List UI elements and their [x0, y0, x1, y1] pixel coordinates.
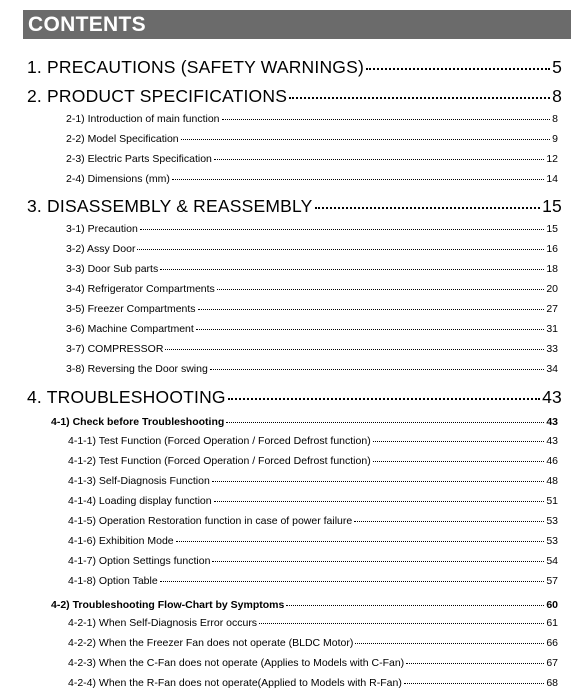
toc-label: 2-3) Electric Parts Specification	[66, 152, 212, 165]
toc-page-number: 43	[542, 386, 562, 407]
toc-label: 4-1) Check before Troubleshooting	[51, 415, 225, 428]
toc-page-number: 8	[552, 85, 562, 106]
toc-item-4-1-4[interactable]	[68, 493, 558, 507]
toc-page-number: 53	[546, 514, 558, 527]
toc-label: 3-4) Refrigerator Compartments	[66, 282, 215, 295]
toc-label: 4-1-1) Test Function (Forced Operation / Forced Defrost function)	[68, 434, 371, 447]
toc-label: 4-2-4) When the R-Fan does not operate(Applied to Models with R-Fan)	[68, 676, 402, 689]
dot-leader	[217, 281, 545, 292]
dot-leader	[406, 655, 544, 666]
toc-label: 1. PRECAUTIONS (SAFETY WARNINGS)	[27, 56, 364, 77]
toc-page-number: 43	[546, 415, 558, 428]
toc-page-number: 43	[546, 434, 558, 447]
toc-item-4-2-1[interactable]	[68, 615, 558, 629]
dot-leader	[289, 84, 550, 102]
dot-leader	[160, 261, 544, 272]
toc-label: 2. PRODUCT SPECIFICATIONS	[27, 85, 288, 106]
toc-item-3-6[interactable]	[66, 321, 558, 335]
page-title: CONTENTS	[28, 13, 146, 36]
toc-label: 4-1-3) Self-Diagnosis Function	[68, 474, 210, 487]
toc-page-number: 16	[546, 242, 558, 255]
contents-header	[23, 10, 571, 39]
toc-page-number: 48	[546, 474, 558, 487]
toc-page-number: 34	[546, 362, 558, 375]
toc-page-number: 18	[546, 262, 558, 275]
toc-section-2[interactable]	[27, 84, 562, 107]
toc-item-3-3[interactable]	[66, 261, 558, 275]
toc-label: 4-1-4) Loading display function	[68, 494, 212, 507]
toc-label: 2-2) Model Specification	[66, 132, 179, 145]
dot-leader	[196, 321, 545, 332]
toc-page-number: 8	[552, 112, 558, 125]
toc-item-3-1[interactable]	[66, 221, 558, 235]
toc-item-3-4[interactable]	[66, 281, 558, 295]
toc-subsection-4-1[interactable]	[51, 414, 558, 428]
toc-label: 2-1) Introduction of main function	[66, 112, 220, 125]
toc-label: 4-1-7) Option Settings function	[68, 554, 211, 567]
toc-item-4-1-5[interactable]	[68, 513, 558, 527]
toc-label: 4-2-2) When the Freezer Fan does not operate (BLDC Motor)	[68, 636, 354, 649]
dot-leader	[222, 111, 551, 122]
toc-item-4-1-2[interactable]	[68, 453, 558, 467]
toc-item-4-2-2[interactable]	[68, 635, 558, 649]
toc-label: 3-7) COMPRESSOR	[66, 342, 164, 355]
toc-label: 3-5) Freezer Compartments	[66, 302, 196, 315]
toc-page-number: 9	[552, 132, 558, 145]
dot-leader	[373, 433, 545, 444]
toc-page-number: 27	[546, 302, 558, 315]
toc-label: 3-6) Machine Compartment	[66, 322, 194, 335]
toc-label: 3-8) Reversing the Door swing	[66, 362, 208, 375]
dot-leader	[172, 171, 544, 182]
dot-leader	[181, 131, 551, 142]
dot-leader	[198, 301, 545, 312]
dot-leader	[373, 453, 545, 464]
dot-leader	[315, 194, 541, 212]
toc-item-3-2[interactable]	[66, 241, 558, 255]
dot-leader	[214, 151, 544, 162]
toc-label: 4-2) Troubleshooting Flow-Chart by Symptoms	[51, 598, 285, 611]
toc-page-number: 54	[546, 554, 558, 567]
dot-leader	[137, 241, 544, 252]
toc-label: 4-2-3) When the C-Fan does not operate (Applies to Models with C-Fan)	[68, 656, 405, 669]
toc-page-number: 51	[546, 494, 558, 507]
toc-label: 3-1) Precaution	[66, 222, 138, 235]
toc-item-4-1-1[interactable]	[68, 433, 558, 447]
toc-item-4-1-6[interactable]	[68, 533, 558, 547]
toc-page-number: 57	[546, 574, 558, 587]
dot-leader	[165, 341, 544, 352]
toc-page-number: 20	[546, 282, 558, 295]
toc-page-number: 33	[546, 342, 558, 355]
toc-item-3-7[interactable]	[66, 341, 558, 355]
dot-leader	[354, 513, 544, 524]
toc-item-3-8[interactable]	[66, 361, 558, 375]
toc-item-4-1-3[interactable]	[68, 473, 558, 487]
toc-page-number: 67	[546, 656, 558, 669]
dot-leader	[210, 361, 545, 372]
dot-leader	[355, 635, 544, 646]
toc-item-2-3[interactable]	[66, 151, 558, 165]
dot-leader	[366, 55, 550, 73]
toc-item-2-2[interactable]	[66, 131, 558, 145]
toc-label: 4-1-5) Operation Restoration function in case of power failure	[68, 514, 353, 527]
toc-page-number: 15	[542, 195, 562, 216]
toc-section-1[interactable]	[27, 55, 562, 78]
toc-page-number: 12	[546, 152, 558, 165]
toc-page-number: 15	[546, 222, 558, 235]
toc-label: 4-1-8) Option Table	[68, 574, 158, 587]
dot-leader	[212, 553, 544, 564]
toc-item-4-1-8[interactable]	[68, 573, 558, 587]
toc-page-number: 60	[546, 598, 558, 611]
toc-label: 4-1-2) Test Function (Forced Operation / Forced Defrost function)	[68, 454, 371, 467]
dot-leader	[404, 675, 544, 686]
dot-leader	[212, 473, 545, 484]
toc-item-4-1-7[interactable]	[68, 553, 558, 567]
toc-section-4[interactable]	[27, 385, 562, 408]
toc-label: 3-3) Door Sub parts	[66, 262, 159, 275]
toc-item-2-4[interactable]	[66, 171, 558, 185]
toc-item-4-2-4[interactable]	[68, 675, 558, 689]
toc-label: 2-4) Dimensions (mm)	[66, 172, 170, 185]
dot-leader	[176, 533, 545, 544]
toc-label: 4-2-1) When Self-Diagnosis Error occurs	[68, 616, 258, 629]
toc-page-number: 14	[546, 172, 558, 185]
dot-leader	[214, 493, 545, 504]
toc-label: 4-1-6) Exhibition Mode	[68, 534, 174, 547]
dot-leader	[226, 414, 544, 425]
toc-item-2-1[interactable]	[66, 111, 558, 125]
toc-page-number: 68	[546, 676, 558, 689]
toc-page-number: 66	[546, 636, 558, 649]
toc-label: 3-2) Assy Door	[66, 242, 136, 255]
toc-page-number: 5	[552, 56, 562, 77]
toc-subsection-4-2[interactable]	[51, 597, 558, 611]
dot-leader	[259, 615, 544, 626]
dot-leader	[160, 573, 545, 584]
toc-section-3[interactable]	[27, 194, 562, 217]
dot-leader	[140, 221, 545, 232]
dot-leader	[228, 385, 540, 403]
toc-page-number: 53	[546, 534, 558, 547]
toc-item-3-5[interactable]	[66, 301, 558, 315]
toc-label: 3. DISASSEMBLY & REASSEMBLY	[27, 195, 313, 216]
toc-page-number: 61	[546, 616, 558, 629]
toc-page-number: 31	[546, 322, 558, 335]
toc-item-4-2-3[interactable]	[68, 655, 558, 669]
toc-page-number: 46	[546, 454, 558, 467]
toc-label: 4. TROUBLESHOOTING	[27, 386, 226, 407]
dot-leader	[286, 597, 544, 608]
